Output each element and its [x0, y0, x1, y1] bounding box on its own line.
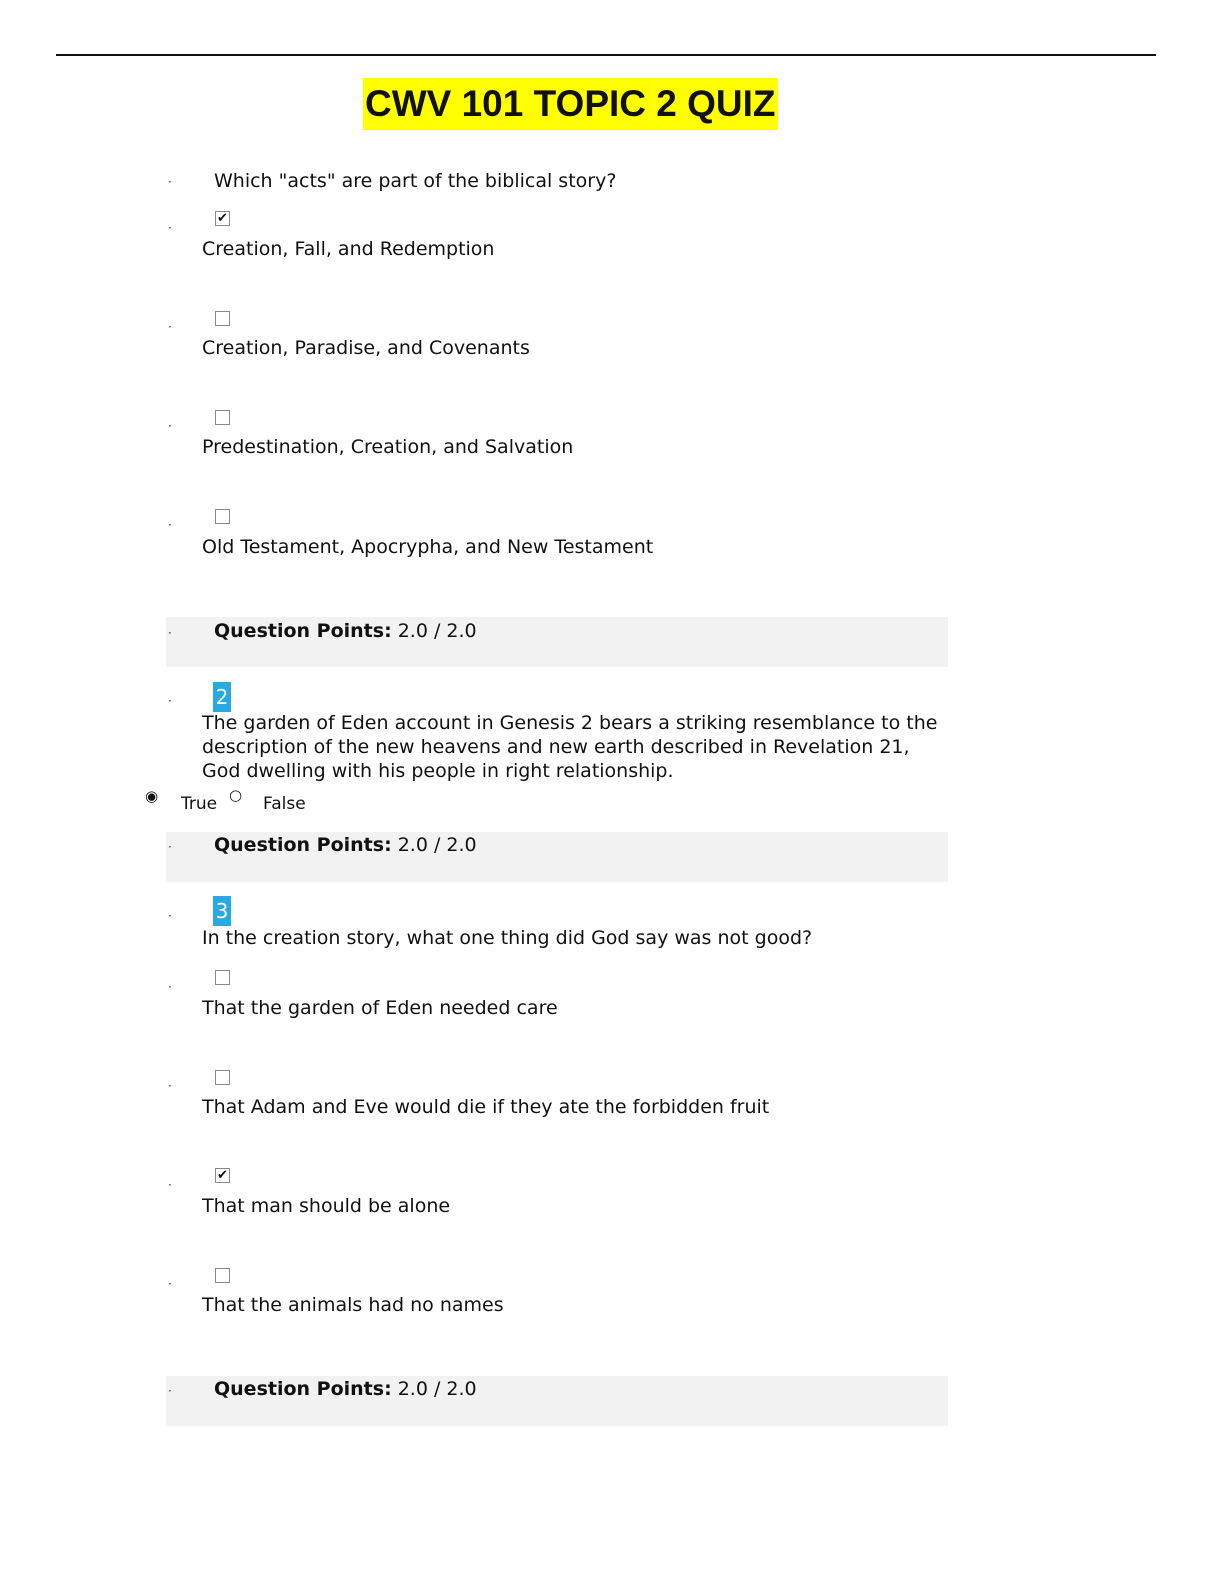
list-bullet: ·	[168, 694, 172, 708]
question-2-text-line-2: description of the new heavens and new earth described in Revelation 21,	[202, 736, 910, 758]
list-bullet: ·	[168, 419, 172, 433]
question-3-option-1-label: That the garden of Eden needed care	[202, 997, 558, 1019]
question-1-option-1-label: Creation, Fall, and Redemption	[202, 238, 495, 260]
question-1-option-3-checkbox[interactable]	[215, 410, 230, 425]
question-2-points	[214, 833, 477, 857]
list-bullet: ·	[168, 1277, 172, 1291]
question-1-option-2-label: Creation, Paradise, and Covenants	[202, 337, 530, 359]
top-rule	[56, 54, 1156, 56]
list-bullet: ·	[168, 1384, 172, 1398]
question-3-text: In the creation story, what one thing did God say was not good?	[202, 927, 813, 949]
question-3-option-2-checkbox[interactable]	[215, 1070, 230, 1085]
question-1-option-3-label: Predestination, Creation, and Salvation	[202, 436, 574, 458]
question-3-option-4-checkbox[interactable]	[215, 1268, 230, 1283]
question-1-text: Which "acts" are part of the biblical story?	[214, 170, 617, 192]
checkmark-icon: ✔	[217, 211, 228, 226]
question-1-option-4-label: Old Testament, Apocrypha, and New Testament	[202, 536, 654, 558]
question-1-option-2-checkbox[interactable]	[215, 311, 230, 326]
list-bullet: ·	[168, 175, 172, 189]
page-title: CWV 101 TOPIC 2 QUIZ	[363, 78, 778, 130]
true-radio-selected-icon[interactable]: ◉	[145, 787, 159, 805]
question-3-option-2-label: That Adam and Eve would die if they ate the forbidden fruit	[202, 1096, 770, 1118]
false-radio-icon[interactable]: ○	[229, 786, 243, 804]
points-label: Question Points:	[214, 620, 392, 642]
question-1-option-1-checkbox[interactable]	[215, 211, 230, 226]
list-bullet: ·	[168, 1178, 172, 1192]
question-3-number: 3	[213, 896, 231, 926]
question-3-points	[214, 1377, 477, 1401]
question-1-points	[214, 619, 477, 643]
question-2-text-line-1: The garden of Eden account in Genesis 2 bears a striking resemblance to the	[202, 712, 938, 734]
question-3-option-1-checkbox[interactable]	[215, 970, 230, 985]
question-2-text-line-3: God dwelling with his people in right relationship.	[202, 760, 674, 782]
question-3-option-3-checkbox[interactable]	[215, 1168, 230, 1183]
list-bullet: ·	[168, 980, 172, 994]
points-value: 2.0 / 2.0	[397, 620, 477, 642]
points-value: 2.0 / 2.0	[397, 834, 477, 856]
list-bullet: ·	[168, 320, 172, 334]
question-3-option-4-label: That the animals had no names	[202, 1294, 504, 1316]
points-value: 2.0 / 2.0	[397, 1378, 477, 1400]
true-option-label: True	[181, 794, 218, 814]
list-bullet: ·	[168, 909, 172, 923]
points-label: Question Points:	[214, 834, 392, 856]
list-bullet: ·	[168, 626, 172, 640]
false-option-label: False	[263, 794, 306, 814]
question-1-option-4-checkbox[interactable]	[215, 509, 230, 524]
list-bullet: ·	[168, 518, 172, 532]
list-bullet: ·	[168, 840, 172, 854]
checkmark-icon: ✔	[217, 1168, 228, 1183]
points-label: Question Points:	[214, 1378, 392, 1400]
list-bullet: ·	[168, 221, 172, 235]
list-bullet: ·	[168, 1079, 172, 1093]
question-3-option-3-label: That man should be alone	[202, 1195, 451, 1217]
question-2-number: 2	[213, 682, 231, 712]
